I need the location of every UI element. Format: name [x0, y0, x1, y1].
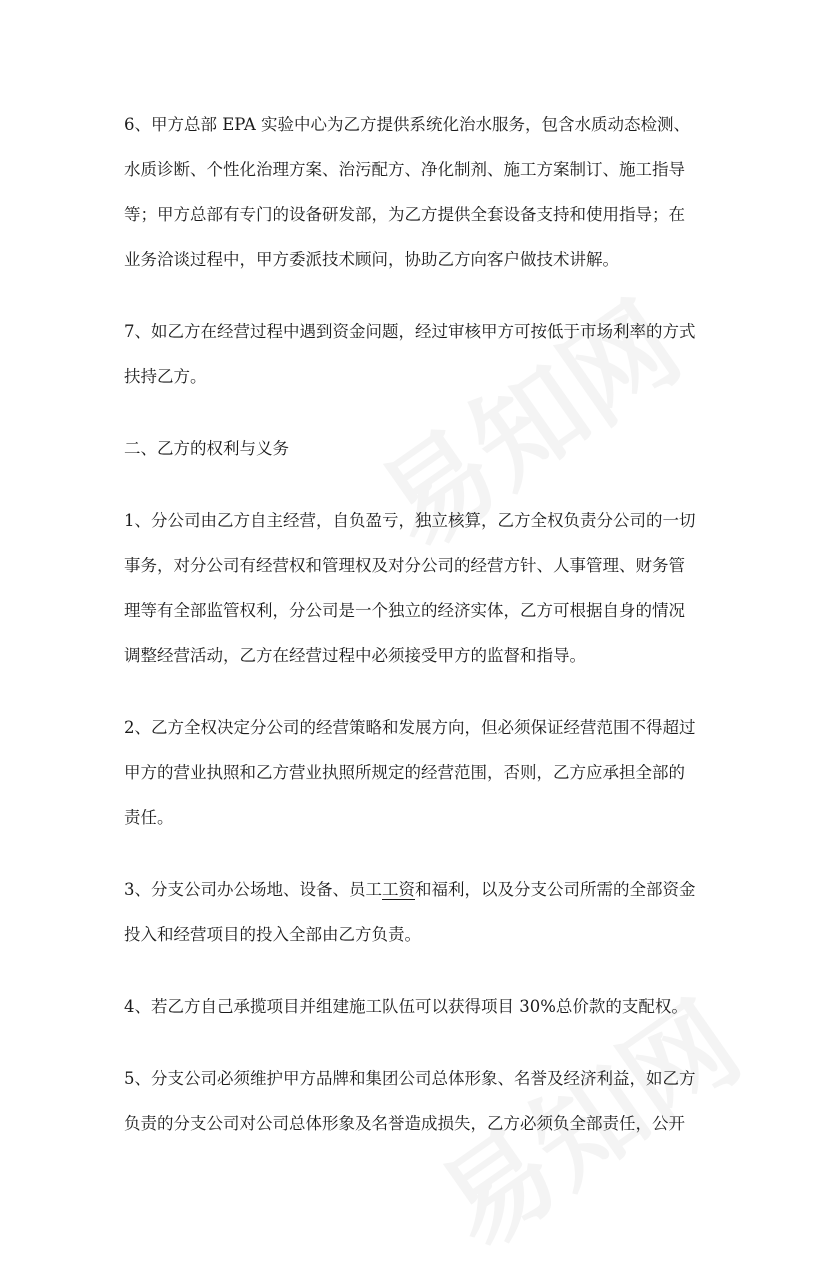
- text-segment: 和福利，以及分支公司所需的全部资金: [415, 880, 696, 899]
- paragraph-6: [124, 102, 714, 282]
- paragraph-b2: [124, 705, 714, 840]
- text-line: 4、若乙方自己承揽项目并组建施工队伍可以获得项目 30%总价款的支配权。: [124, 997, 688, 1016]
- text-segment: 3、分支公司办公场地、设备、员工: [124, 880, 382, 899]
- underlined-term: 工资: [382, 880, 415, 899]
- paragraph-b3: [124, 867, 714, 957]
- text-line: 水质诊断、个性化治理方案、治污配方、净化制剂、施工方案制订、施工指导: [124, 160, 685, 179]
- section-heading: [124, 426, 714, 471]
- paragraph-b5: [124, 1056, 714, 1146]
- text-line: 2、乙方全权决定分公司的经营策略和发展方向，但必须保证经营范围不得超过: [124, 718, 696, 737]
- text-line: 负责的分支公司对公司总体形象及名誉造成损失，乙方必须负全部责任，公开: [124, 1114, 685, 1133]
- text-line: 甲方的营业执照和乙方营业执照所规定的经营范围，否则，乙方应承担全部的: [124, 763, 685, 782]
- text-line: 业务洽谈过程中，甲方委派技术顾问，协助乙方向客户做技术讲解。: [124, 250, 619, 269]
- text-line: 理等有全部监管权利，分公司是一个独立的经济实体，乙方可根据自身的情况: [124, 601, 685, 620]
- text-line: 6、甲方总部 EPA 实验中心为乙方提供系统化治水服务，包含水质动态检测、: [124, 115, 691, 134]
- heading-text: 二、乙方的权利与义务: [124, 439, 289, 458]
- document-body: [124, 102, 714, 1173]
- paragraph-b1: [124, 498, 714, 678]
- text-line: 责任。: [124, 808, 174, 827]
- text-line: 投入和经营项目的投入全部由乙方负责。: [124, 925, 421, 944]
- text-line: 5、分支公司必须维护甲方品牌和集团公司总体形象、名誉及经济利益，如乙方: [124, 1069, 696, 1088]
- text-line: 7、如乙方在经营过程中遇到资金问题，经过审核甲方可按低于市场利率的方式: [124, 322, 696, 341]
- text-line: 扶持乙方。: [124, 367, 207, 386]
- paragraph-7: [124, 309, 714, 399]
- text-line: 1、分公司由乙方自主经营，自负盈亏，独立核算，乙方全权负责分公司的一切: [124, 511, 696, 530]
- text-line: 调整经营活动，乙方在经营过程中必须接受甲方的监督和指导。: [124, 646, 586, 665]
- paragraph-b4: [124, 984, 714, 1029]
- text-line: 等；甲方总部有专门的设备研发部，为乙方提供全套设备支持和使用指导；在: [124, 205, 685, 224]
- text-line: [124, 867, 714, 912]
- text-line: 事务，对分公司有经营权和管理权及对分公司的经营方针、人事管理、财务管: [124, 556, 685, 575]
